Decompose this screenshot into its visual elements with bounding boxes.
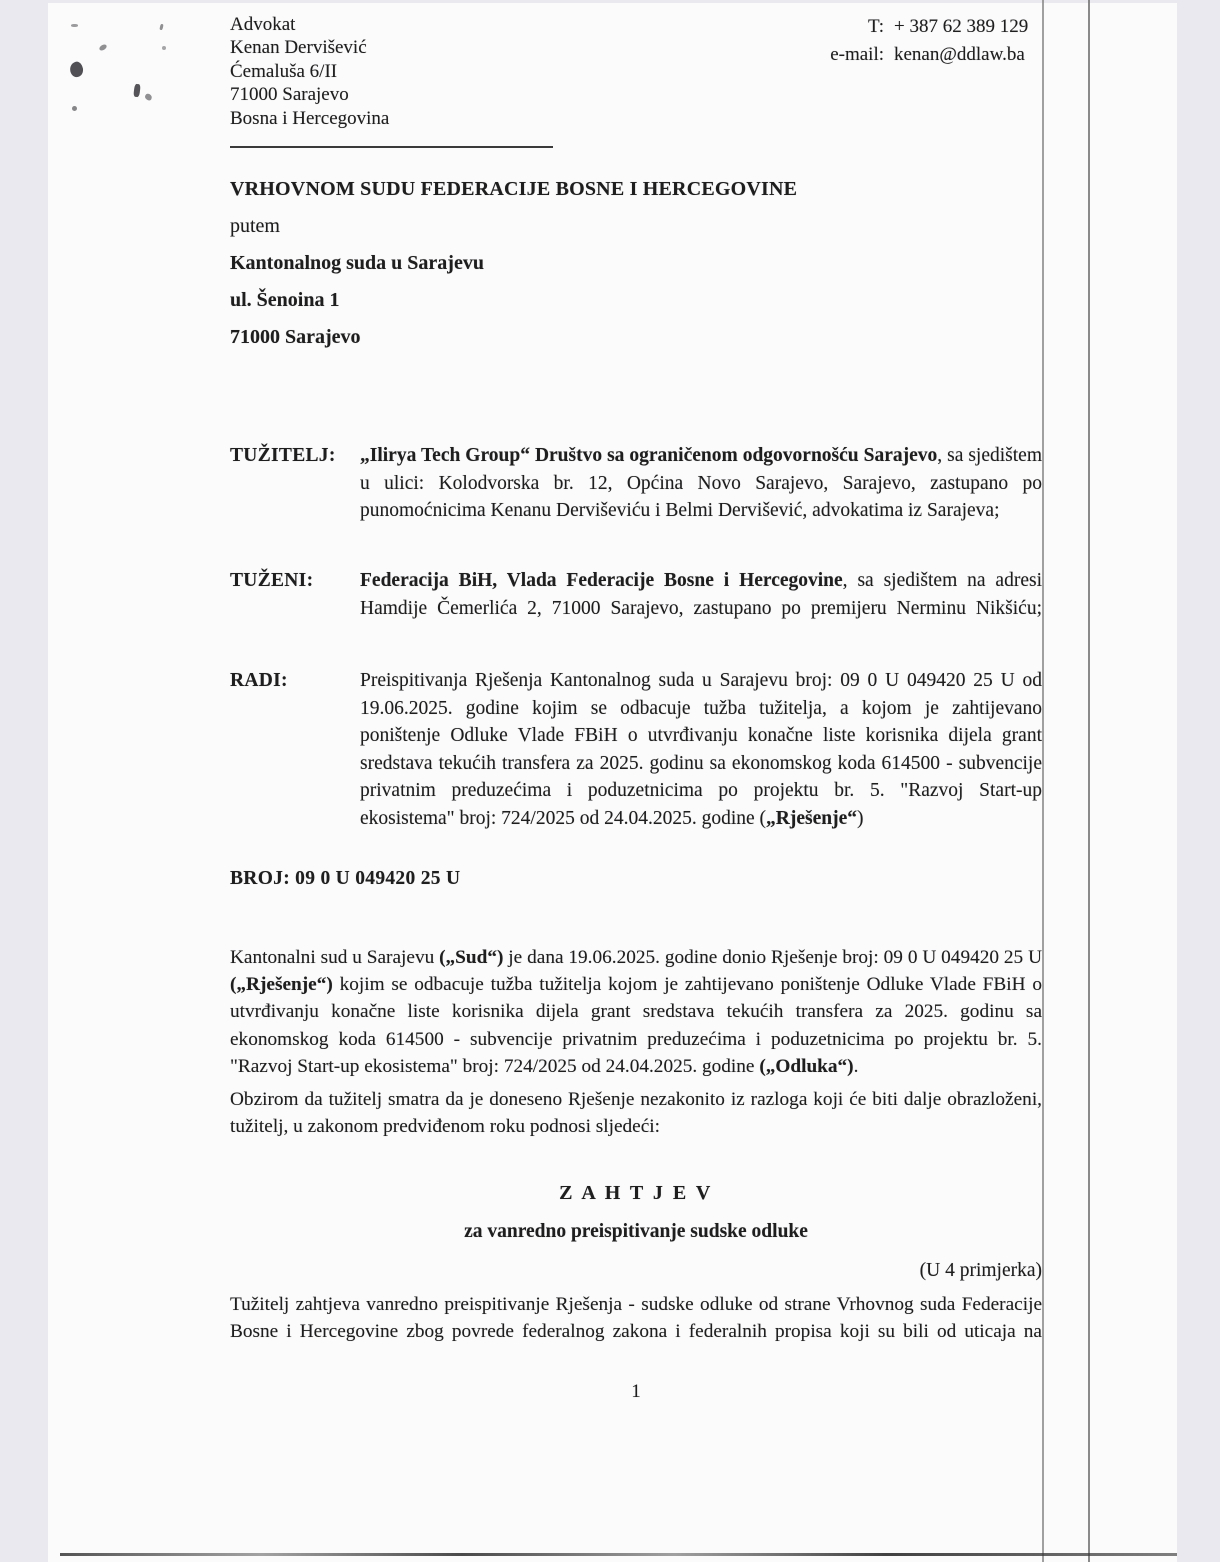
- scan-bottom-edge-line: [60, 1553, 1177, 1556]
- phone-label: T:: [868, 16, 884, 37]
- text-segment: , sa sjedištem u ulici: Kolodvorska br. 12, Općina Novo Sarajevo, Sarajevo, zastupano po punomoćnicima Kenanu Derviševiću i Belmi Dervišević, advokatima iz Sarajeva;: [360, 445, 1042, 521]
- party-label: TUŽENI:: [230, 570, 314, 591]
- addressee-via: putem: [230, 215, 280, 237]
- letterhead: [230, 13, 389, 130]
- letterhead-line: Kenan Dervišević: [230, 37, 367, 59]
- contact-email-row: [830, 41, 1040, 69]
- contact-block: [830, 13, 1040, 68]
- letterhead-line: 71000 Sarajevo: [230, 84, 349, 106]
- closing-paragraph: [230, 1291, 1042, 1345]
- text-segment: („Odluka“): [759, 1055, 854, 1077]
- copies-note: (U 4 primjerka): [919, 1260, 1042, 1281]
- addressee-court-via: Kantonalnog suda u Sarajevu: [230, 252, 484, 274]
- text-segment: je dana 19.06.2025. godine donio Rješenje broj: 09 0 U 049420 25 U: [503, 947, 1042, 968]
- text-segment: „Ilirya Tech Group“ Društvo sa ograničenom odgovornošću Sarajevo: [360, 445, 938, 466]
- body-paragraph-2: [230, 1086, 1042, 1140]
- text-segment: Kantonalni sud u Sarajevu: [230, 947, 440, 968]
- text-segment: kojim se odbacuje tužba tužitelja kojom je zahtijevano poništenje Odluke Vlade FBiH o utvrđivanju konačne liste korisnika dijela grant sredstava tekućih transfera za 2025. godinu sa ekonomskog koda 614500 - subvencije privatnim preduzećima i poduzetnicima po projektu br. 5. "Razvoj Start-up ekosistema" broj: 724/2025 od 24.04.2025. godine: [230, 974, 1042, 1077]
- addressee-block: [230, 178, 797, 363]
- scan-artifact: [133, 84, 141, 98]
- party-row-tuzitelj: [230, 442, 1042, 525]
- email-label: e-mail:: [830, 43, 884, 65]
- contact-phone-row: [830, 13, 1040, 41]
- addressee-city: 71000 Sarajevo: [230, 326, 361, 348]
- scan-vertical-line: [1088, 0, 1090, 1562]
- text-segment: („Sud“): [439, 947, 504, 968]
- scan-left-margin: [0, 0, 48, 1562]
- addressee-street: ul. Šenoina 1: [230, 289, 340, 311]
- request-subtitle: za vanredno preispitivanje sudske odluke: [464, 1221, 808, 1242]
- party-text: [360, 442, 1042, 525]
- text-segment: .: [853, 1055, 859, 1077]
- text-segment: ): [857, 807, 864, 829]
- text-segment: „Rješenje“: [766, 807, 858, 829]
- letterhead-separator-line: [230, 146, 553, 148]
- email-value: kenan@ddlaw.ba: [894, 43, 1025, 65]
- scan-artifact: [72, 106, 77, 111]
- addressee-court-main: VRHOVNOM SUDU FEDERACIJE BOSNE I HERCEGOVINE: [230, 178, 798, 200]
- scan-artifact: [159, 24, 163, 31]
- text-segment: , sa sjedištem na adresi Hamdije Čemerlića 2, 71000 Sarajevo, zastupano po premijeru Nerminu Nikšiću;: [360, 570, 1042, 619]
- text-segment: („Rješenje“): [230, 974, 333, 996]
- request-title: Z A H T J E V: [559, 1182, 713, 1204]
- scan-right-margin: [1177, 0, 1220, 1562]
- party-text: [360, 667, 1042, 832]
- letterhead-line: Bosna i Hercegovina: [230, 107, 390, 129]
- party-row-tuzeni: [230, 567, 1042, 622]
- body-paragraph-1: [230, 944, 1042, 1080]
- party-label: TUŽITELJ:: [230, 445, 336, 466]
- phone-value: + 387 62 389 129: [894, 16, 1029, 37]
- text-segment: Preispitivanja Rješenja Kantonalnog suda u Sarajevu broj: 09 0 U 049420 25 U od 19.06.2025. godine kojim se odbacuje tužba tužitelja, a kojom je zahtijevano poništenje Odluke Vlade FBiH o utvrđivanju konačne liste korisnika dijela grant sredstava tekućih transfera za 2025. godinu sa ekonomskog koda 614500 - subvencije privatnim preduzećima i poduzetnicima po projektu br. 5. "Razvoj Start-up ekosistema" broj: 724/2025 od 24.04.2025. godine (: [360, 670, 1042, 829]
- page-number: 1: [631, 1381, 641, 1402]
- party-label: RADI:: [230, 670, 288, 691]
- scan-top-margin: [48, 0, 1177, 3]
- scan-artifact: [162, 46, 166, 50]
- letterhead-line: Advokat: [230, 14, 296, 35]
- text-segment: Obzirom da tužitelj smatra da je doneseno Rješenje nezakonito iz razloga koji će biti dalje obrazloženi, tužitelj, u zakonom predviđenom roku podnosi sljedeći:: [230, 1089, 1042, 1138]
- scan-artifact: [68, 60, 86, 79]
- letterhead-line: Ćemaluša 6/II: [230, 60, 338, 82]
- case-number: BROJ: 09 0 U 049420 25 U: [230, 868, 461, 889]
- scan-artifact: [71, 24, 78, 27]
- party-row-radi: [230, 667, 1042, 832]
- text-segment: Federacija BiH, Vlada Federacije Bosne i Hercegovine: [360, 570, 843, 591]
- scan-artifact: [98, 43, 107, 51]
- party-text: [360, 567, 1042, 622]
- text-segment: Tužitelj zahtjeva vanredno preispitivanje Rješenja - sudske odluke od strane Vrhovnog suda Federacije Bosne i Hercegovine zbog povrede federalnog zakona i federalnih propisa koji su bili od uticaja na: [230, 1294, 1042, 1343]
- scan-artifact: [144, 93, 153, 102]
- scan-vertical-line: [1042, 0, 1044, 1562]
